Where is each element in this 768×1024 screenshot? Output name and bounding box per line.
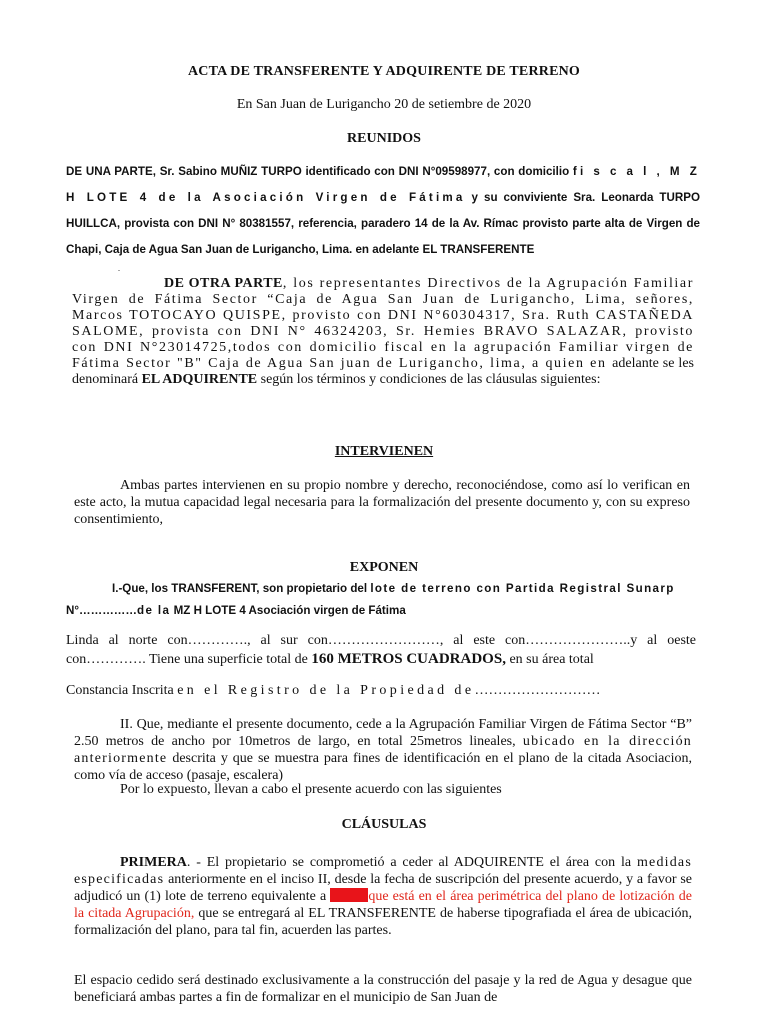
text-run: II. Que, mediante el presente documento, cede a la Agrupación Familiar Virgen de Fátima Sector “B” 2.50 metros de ancho por 10metros de largo, en total 25metros lineales, <box>74 717 692 749</box>
text-run-spaced: ubicado en la dirección anteriormente <box>74 734 692 766</box>
paragraph-intervienen: Ambas partes intervienen en su propio nombre y derecho, reconociéndose, como así lo verifican en este acto, la mutua capacidad legal necesaria para la formalización del presente documento y, con su expreso consentimiento, <box>74 478 690 527</box>
text-run-spaced: de la <box>136 604 171 617</box>
place-date: En San Juan de Lurigancho 20 de setiembre de 2020 <box>236 97 532 112</box>
section-heading-exponen: EXPONEN <box>349 560 419 575</box>
text-run: Linda al norte con…………., al sur con……………………, al este con…………………..y al oeste con…………. Tiene una superficie total de <box>66 633 696 667</box>
paragraph-otra-parte <box>72 276 694 388</box>
text-run: Constancia Inscrita <box>66 683 178 698</box>
text-run-spaced: fi s c a l , M Z H LOTE 4 de la Asociación Virgen de Fátima <box>66 165 700 204</box>
text-run: MZ H LOTE 4 Asociación virgen de Fátima <box>170 604 406 617</box>
highlighted-red-text: que está en el área perimétrica del plano de lotización de la citada Agrupación, <box>74 889 692 921</box>
text-bold: EL ADQUIRENTE <box>141 372 258 387</box>
text-run: N°…………… <box>66 604 137 617</box>
text-run: ……………………… <box>474 683 601 698</box>
text-bold: PRIMERA <box>120 855 187 870</box>
stray-dot: . <box>118 264 120 273</box>
paragraph-exponen-i <box>66 578 696 622</box>
text-bold: 160 METROS CUADRADOS, <box>311 651 506 667</box>
text-bold: DE OTRA PARTE <box>164 276 283 291</box>
paragraph-exponen-ii <box>74 716 692 784</box>
paragraph-por-lo-expuesto: Por lo expuesto, llevan a cabo el presente acuerdo con las siguientes <box>120 782 502 797</box>
text-run-spaced: , los representantes Directivos de la Agrupación Familiar Virgen de Fátima Sector “Caja de Agua San Juan de Lurigancho, Lima, señores, Marcos TOTOCAYO QUISPE, provisto con DNI N°60304317, Sra. Ruth CASTAÑEDA SALOME, provista con DNI N° 46324203, Sr. Hemies BRAVO SALAZAR, provisto con DNI N°23014725,todos con domicilio fiscal en la agrupación Familiar virgen de Fátima Sector "B" Caja de Agua San juan de Lurigancho, lima, a quien en <box>72 276 694 371</box>
paragraph-linderos <box>66 631 696 669</box>
text-run-spaced: lote de terreno con Partida Registral Sunarp <box>370 582 675 595</box>
text-run: descrita y que se muestra para fines de identificación en el plano de la citada Asociacion, como vía de acceso (pasaje, escalera) <box>74 751 692 783</box>
section-heading-intervienen: INTERVIENEN <box>334 444 434 459</box>
text-run-spaced: en el Registro de la Propiedad de <box>177 683 475 698</box>
paragraph-espacio-cedido: El espacio cedido será destinado exclusivamente a la construcción del pasaje y la red de Agua y desague que beneficiará ambas partes a fin de formalizar en el municipio de San Juan de <box>74 973 692 1005</box>
text-run: . - El propietario se comprometió a ceder al ADQUIRENTE el área con la <box>186 855 637 870</box>
section-heading-reunidos: REUNIDOS <box>347 131 421 146</box>
redaction-mark <box>330 888 368 902</box>
paragraph-primera <box>74 854 692 939</box>
text-run: DE UNA PARTE, Sr. Sabino MUÑIZ TURPO identificado con DNI N°09598977, con domicilio <box>66 165 573 178</box>
text-run: en su área total <box>505 652 594 667</box>
text-run: que se entregará al EL TRANSFERENTE de haberse tipografiada el área de ubicación, formalización del plano, para tal fin, acuerden las partes. <box>74 906 692 938</box>
text-run: I.-Que, los TRANSFERENT, son propietario del <box>112 582 371 595</box>
section-heading-clausulas: CLÁUSULAS <box>341 817 427 832</box>
document-title: ACTA DE TRANSFERENTE Y ADQUIRENTE DE TERRENO <box>187 64 581 79</box>
text-run: según los términos y condiciones de las cláusulas siguientes: <box>257 372 601 387</box>
text-run-spaced: medidas especificadas <box>74 855 692 887</box>
text-run: adelante se les denominará <box>72 356 694 387</box>
paragraph-constancia <box>66 683 706 699</box>
paragraph-una-parte <box>66 159 700 263</box>
text-run: y su conviviente Sra. Leonarda TURPO HUILLCA, provista con DNI N° 80381557, referencia, paradero 14 de la Av. Rímac provisto parte alta de Virgen de Chapi, Caja de Agua San Juan de Lurigancho, Lima. en adelante EL TRANSFERENTE <box>66 191 700 256</box>
text-run: anteriormente en el inciso II, desde la fecha de suscripción del presente acuerdo, y a favor se adjudicó un (1) lote de terreno equivalente a <box>74 872 692 904</box>
